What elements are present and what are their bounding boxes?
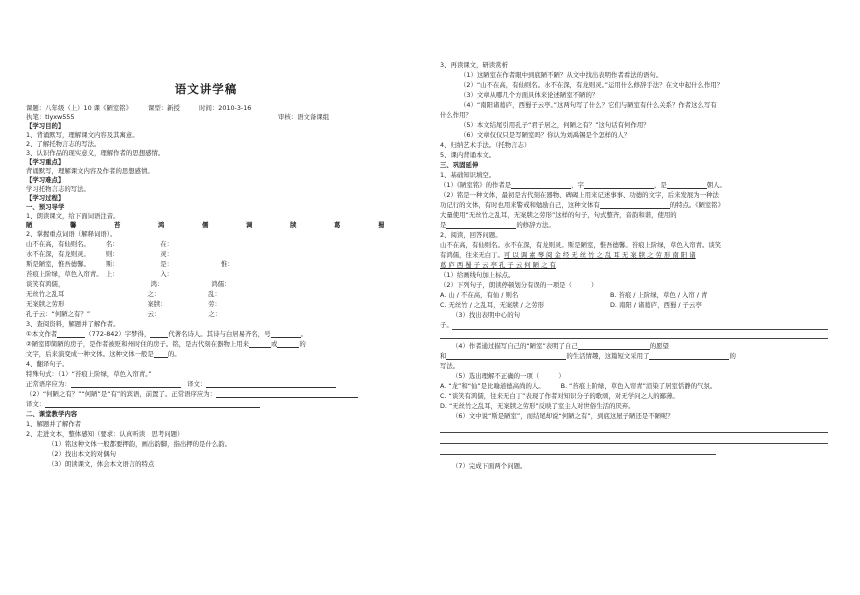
answer-line[interactable] [440, 338, 828, 339]
answer-blank[interactable] [600, 201, 670, 209]
reading-q5: （5）选出理解不正确的一项（ ） [452, 372, 565, 380]
q2-option-b[interactable]: B. 苔痕 / 上阶绿，草色 / 入帘 / 青 [610, 291, 708, 299]
classroom-sub-3: （3）朗读课文，体会本文语言的特点 [48, 460, 155, 468]
vocab-line: 孔子云：“何陋之有？” 云： 之： [26, 310, 222, 318]
char: 葛 [334, 221, 341, 229]
q2-option-a[interactable]: A. 山 / 不在高，有仙 / 则名 [440, 291, 519, 299]
char: 馨 [70, 221, 77, 229]
fill-q2-line2: 功记行的文体，有时也用来警戒和勉励自己，这种文体有 的特点。《陋室铭》 [440, 201, 725, 209]
author-question-c: 文字，后来演变成一种文体。这种文体一般是 的。 [26, 350, 181, 358]
goal-1: 1、背诵默写，理解课文内容及其寓意。 [26, 131, 139, 139]
vocab-line: 水不在深，有龙则灵。 则： 灵： [26, 250, 173, 258]
char: 牍 [290, 221, 297, 229]
reading-q4-line3: 写法。 [440, 362, 460, 370]
reread-q3: （3）文章从哪几个方面具体来论述陋室不陋的？ [460, 91, 599, 99]
answer-blank[interactable] [667, 181, 707, 189]
answer-blank[interactable] [649, 352, 729, 360]
reread-q4-cont: 什么作用？ [440, 111, 472, 119]
reading-q2: （2）下列句子，朗读停顿划分有误的一项是（ ） [440, 281, 598, 289]
char: 蜀 [378, 221, 385, 229]
reading-q7: （7）完成下面两个问题。 [452, 462, 527, 470]
lesson-meta: 课题：八年级（上）10 课《陋室铭》 课型：新授 时间：2010-3-16 [26, 104, 252, 112]
answer-line[interactable] [440, 443, 828, 444]
author: 执笔：tlyxw555 [26, 113, 75, 121]
fill-q2-line3: 大量使用“无丝竹之乱耳，无案牍之劳形”这样的句子，句式整齐，音韵和谐，使用的 [440, 211, 677, 219]
answer-blank[interactable] [511, 181, 571, 189]
page-title: 语文讲学稿 [174, 82, 238, 96]
char: 调 [246, 221, 253, 229]
basic-fill: 1、基础知识填空。 [440, 171, 496, 179]
reread-q4: （4）“南阳诸葛庐，西蜀子云亭。”这两句写了什么？它们与陋室有什么关系？作者这么写有 [460, 101, 717, 109]
classroom-sub-2: （2）找出本文的对偶句 [48, 450, 116, 458]
heading-difficulty: 【学习难点】 [26, 176, 65, 184]
reading-q6: （6）文中说“斯是陋室”，而结尾却说“何陋之有”，到底这屋子陋还是不陋呢？ [452, 412, 674, 420]
answer-blank[interactable] [249, 340, 271, 348]
heading-goals: 【学习目的】 [26, 122, 65, 130]
answer-blank[interactable] [446, 352, 566, 360]
vocab-line: 斯是陋室，惟吾德馨。 斯： 是： 惟： [26, 260, 234, 268]
fill-q1: （1）《陋室铭》的作者是 ，字 ，是 朝人。 [440, 181, 726, 189]
section-consolidate: 三、巩固延伸 [440, 161, 479, 169]
art-method: 4、归纳艺术手法。（托物言志） [440, 141, 531, 149]
fill-q2-line4: 是 的修辞方法。 [440, 221, 555, 229]
reading-task: 2、阅读，回答问题。 [440, 231, 502, 239]
translate-q1: 特殊句式：（1）“苔痕上阶绿，草色入帘青。” [26, 370, 152, 378]
key-text: 背诵默写，理解课文内容及作者的思想感情。 [26, 167, 154, 175]
classroom-sub-1: （1）铭这种文体一般都要押韵，画出韵脚，指出押的是什么韵。 [48, 440, 232, 448]
char: 儒 [202, 221, 209, 229]
reviewer: 审核：语文备课组 [278, 113, 330, 121]
passage-line1: 山不在高，有仙则名。水不在深，有龙则灵。斯是陋室，惟吾德馨。苔痕上阶绿，草色入帘青。谈笑 [440, 241, 722, 249]
answer-blank[interactable] [578, 342, 650, 350]
section-preview: 一、预习导学 [26, 203, 65, 211]
vocab-line: 山不在高，有仙则名。 名： 在： [26, 240, 173, 248]
q5-option-ab[interactable]: A. “龙”和“仙”是比喻道德高尚的人。 B. “苔痕上阶绿，草色入帘青”渲染了居室恬静的气氛。 [440, 382, 717, 390]
q2-option-d[interactable]: D. 南阳 / 诸葛庐，西蜀 / 子云亭 [610, 301, 702, 309]
vocab-line: 谈笑有鸿儒， 鸿： 鸿儒： [26, 280, 231, 288]
underlined-passage: 葛 庐 西 蜀 子 云 亭 孔 子 云 何 陋 之 有 [440, 261, 556, 269]
answer-blank[interactable] [216, 390, 358, 398]
reread-q1: （1）这陋室在作者眼中到底陋不陋？从文中找出表明作者看法的语句。 [460, 71, 663, 79]
answer-blank[interactable] [154, 350, 168, 358]
reading-q3: （3）找出表明中心的句 [452, 311, 520, 319]
task-vocab: 2、掌握重点词语（解释词语）。 [26, 230, 117, 238]
char: 苔 [114, 221, 121, 229]
reread-task: 3、再读课文，研读赏析 [440, 61, 508, 69]
answer-line[interactable] [452, 329, 828, 330]
passage-line2: 有鸿儒，往来无白丁。可 以 调 素 琴 阅 金 经 无 丝 竹 之 乱 耳 无 案 牍 之 劳 形 南 阳 诸 [440, 251, 696, 259]
answer-blank[interactable] [71, 380, 181, 388]
pinyin-chars [26, 221, 422, 229]
translate-q1-answer: 正常语序应为： 译文： [26, 380, 336, 388]
answer-blank[interactable] [446, 221, 516, 229]
goal-2: 2、了解托物言志的写法。 [26, 140, 101, 148]
q5-option-c[interactable]: C. “谈笑有鸿儒，往来无白丁”表现了作者对知识分子的歌颂，对无学问之人的鄙薄。 [440, 392, 679, 400]
vocab-line: 苔痕上阶绿，草色入帘青。 上： 入： [26, 270, 173, 278]
underlined-passage: 可 以 调 素 琴 阅 金 经 无 丝 竹 之 乱 耳 无 案 牍 之 劳 形 南 阳 诸 [503, 251, 696, 259]
translate-q2: （2）“何陋之有？”“何陋”是“有”的宾语，前置了。正常语序应为： [26, 390, 358, 398]
author-question-b: ②陋室即简陋的房子，是作者被贬和州时住的房子。铭，是古代刻在器物上用来 或 的 [26, 340, 306, 348]
answer-blank[interactable] [150, 330, 168, 338]
vocab-line: 无丝竹之乱耳 之： 乱： [26, 290, 221, 298]
answer-blank[interactable] [45, 400, 260, 408]
task-translate: 4、翻译句子。 [26, 360, 69, 368]
heading-key: 【学习重点】 [26, 158, 65, 166]
reread-q6: （6）文章仅仅只是写陋室吗？你认为刘禹锡是个怎样的人？ [460, 131, 631, 139]
q2-option-c[interactable]: C. 无丝竹 / 之乱耳，无案牍 / 之劳形 [440, 301, 545, 309]
author-question-a: ①本文作者 （772-842）字梦得， 代著名诗人。其诗与白居易齐名，号 。 [26, 330, 307, 338]
translate-q2-answer: 译文： [26, 400, 260, 408]
reading-q1: （1）给画线句加上标点。 [440, 271, 515, 279]
goal-3: 3、认识作品的现实意义，理解作者的思想感情。 [26, 149, 165, 157]
reading-q4-line2: 和 的生活情趣，这篇短文采用了 的 [440, 352, 736, 360]
char: 鸿 [158, 221, 165, 229]
recite-task: 5、课内背诵本文。 [440, 151, 496, 159]
classroom-item-2: 2、走进文本，整体感知（要求：认真听读 思考问题） [26, 430, 184, 438]
classroom-item-1: 1、解题并了解作者 [26, 420, 82, 428]
task-author: 3、查阅资料，解题并了解作者。 [26, 320, 120, 328]
answer-blank[interactable] [584, 181, 654, 189]
q5-option-d[interactable]: D. “无丝竹之乱耳，无案牍之劳形”反映了室主人对世俗生活的厌弃。 [440, 402, 635, 410]
answer-blank[interactable] [277, 340, 299, 348]
fill-q2-line1: （2）铭是一种文体，最初是古代刻在器物、碑碣上用来记述事事、功德的文字，后来发展为一种法 [440, 191, 719, 199]
reread-q2: （2）“山不在高，有仙则名。水不在深，有龙则灵。”运用什么修辞手法？在文中起什么作用？ [460, 81, 724, 89]
reading-q3-cont: 子。 [440, 321, 453, 329]
char: 陋 [26, 221, 33, 229]
heading-process: 【学习过程】 [26, 194, 65, 202]
reading-q4: （4）作者通过描写自己的“陋室”表明了自己 的愿望 [452, 342, 669, 350]
reread-q5: （5）本文结尾引用孔子“君子居之，何陋之有？”这句话有何作用？ [460, 121, 650, 129]
answer-blank[interactable] [57, 330, 85, 338]
difficulty-text: 学习托物言志的写法。 [26, 185, 90, 193]
task-pinyin: 1、朗读课文，给下面词语注音。 [26, 212, 120, 220]
answer-blank[interactable] [206, 380, 336, 388]
answer-blank[interactable] [271, 330, 301, 338]
vocab-line: 无案牍之劳形 案牍： 劳： [26, 300, 221, 308]
answer-line[interactable] [440, 432, 828, 433]
answer-line[interactable] [440, 454, 716, 455]
section-classroom: 二、课堂教学内容 [26, 410, 78, 418]
